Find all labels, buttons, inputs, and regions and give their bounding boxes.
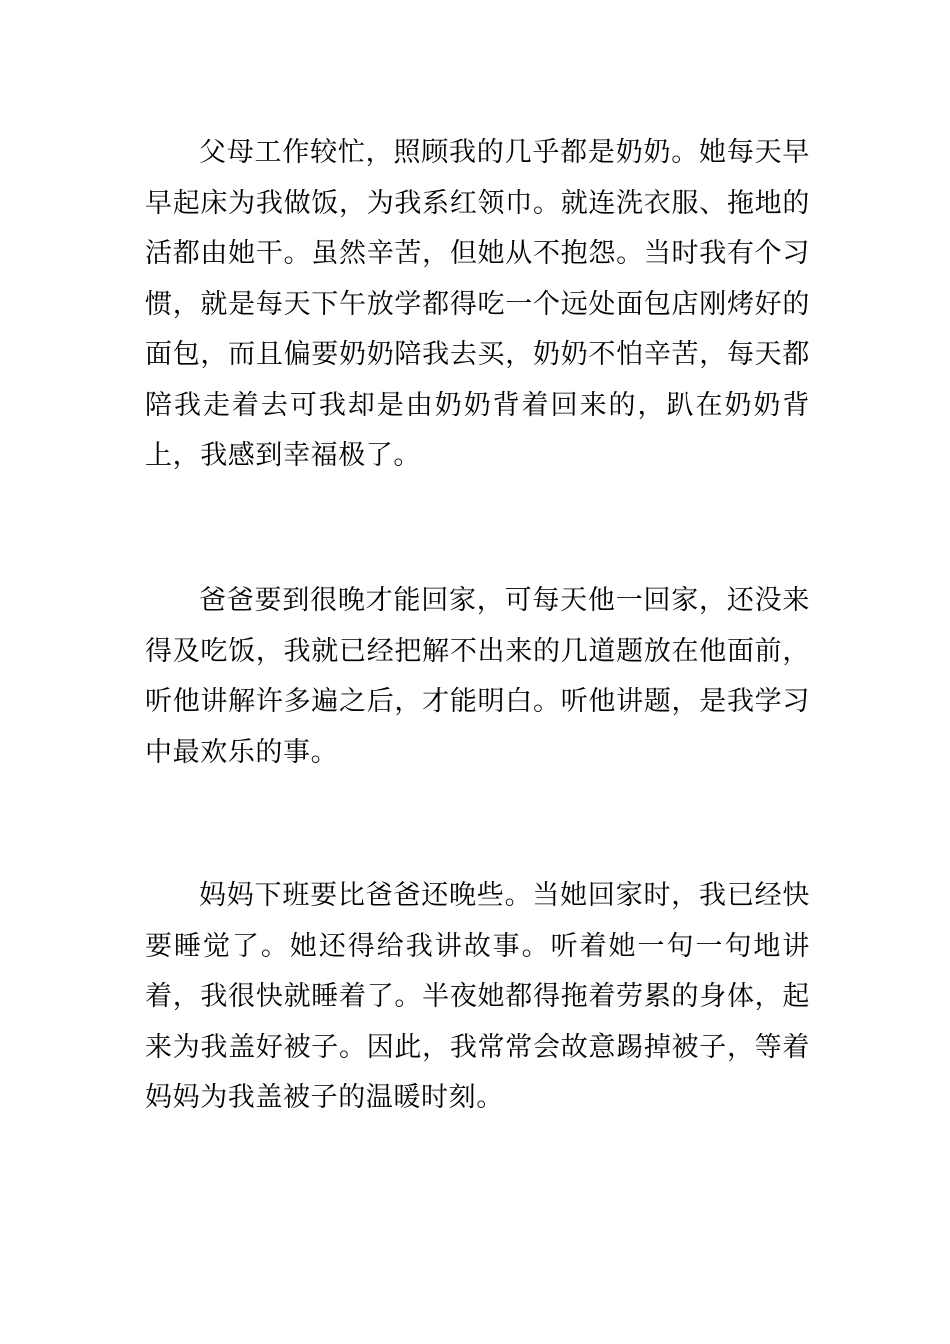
paragraph-dad: 爸爸要到很晚才能回家，可每天他一回家，还没来得及吃饭，我就已经把解不出来的几道题放在他面前，听他讲解许多遍之后，才能明白。听他讲题，是我学习中最欢乐的事。 (145, 585, 810, 768)
paragraph-mom: 妈妈下班要比爸爸还晚些。当她回家时，我已经快要睡觉了。她还得给我讲故事。听着她一句一句地讲着，我很快就睡着了。半夜她都得拖着劳累的身体，起来为我盖好被子。因此，我常常会故意踢掉被子，等着妈妈为我盖被子的温暖时刻。 (145, 880, 810, 1113)
paragraph-grandma: 父母工作较忙，照顾我的几乎都是奶奶。她每天早早起床为我做饭，为我系红领巾。就连洗衣服、拖地的活都由她干。虽然辛苦，但她从不抱怨。当时我有个习惯，就是每天下午放学都得吃一个远处面包店刚烤好的面包，而且偏要奶奶陪我去买，奶奶不怕辛苦，每天都陪我走着去可我却是由奶奶背着回来的，趴在奶奶背上，我感到幸福极了。 (145, 137, 810, 471)
